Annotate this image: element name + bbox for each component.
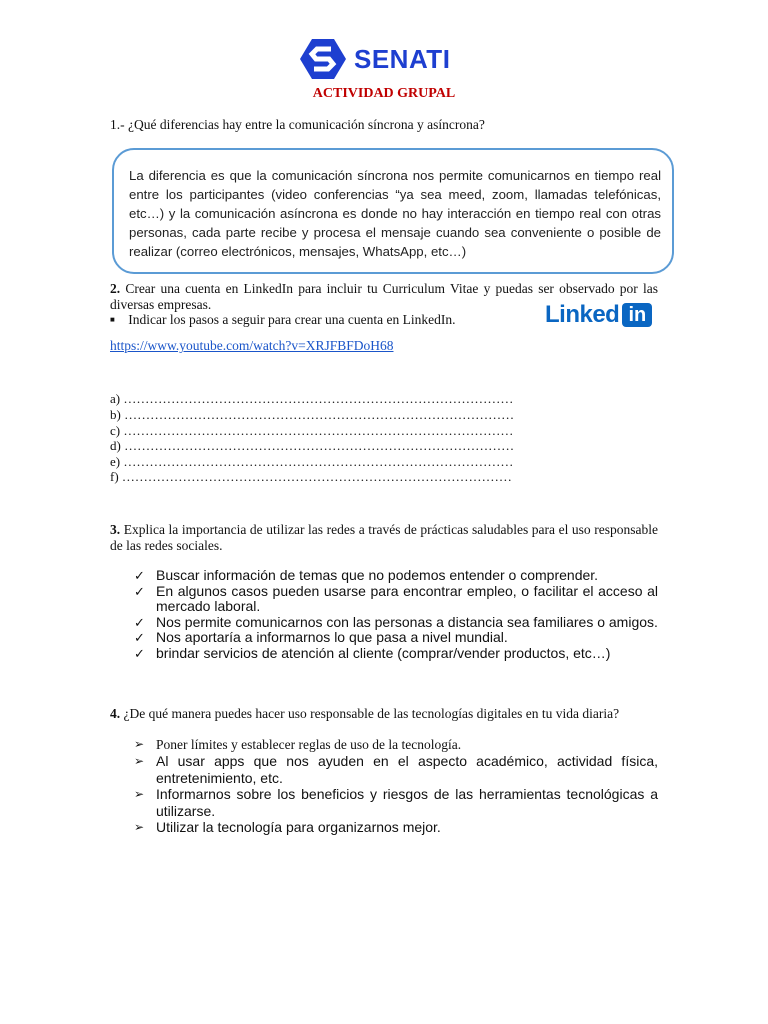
question-3 [110,522,658,554]
list-item: ✓ Buscar información de temas que no podemos entender o comprender. [134,567,599,583]
list-item: ➢ Al usar apps que nos ayuden en el aspecto académico, actividad física, entretenimiento, etc. [134,753,658,786]
question-1: 1.- ¿Qué diferencias hay entre la comunicación síncrona y asíncrona? [110,117,485,132]
linkedin-in-icon: in [622,303,652,327]
q2-bullet [110,312,530,330]
arrow-bullet-icon: ➢ [134,737,145,751]
question-3-text: Explica la importancia de utilizar las redes a través de prácticas saludables para el uso responsable de las redes sociales. [110,522,658,553]
q3-answer-list [134,568,658,661]
answer-line-f: f) ……………………………………………………………………………… [110,469,512,484]
question-2-text: Crear una cuenta en LinkedIn para incluir tu Curriculum Vitae y puedas ser observado por las diversas empresas. [110,281,658,312]
square-bullet-icon: ■ [110,315,115,324]
question-2-number: 2. [110,281,121,296]
list-item: ✓ En algunos casos pueden usarse para encontrar empleo, o facilitar el acceso al mercado laboral. [134,582,658,614]
answer-line-a: a) ……………………………………………………………………………… [110,391,514,406]
list-item: ➢ Utilizar la tecnología para organizarnos mejor. [134,819,441,835]
question-4 [110,706,670,722]
question-4-number: 4. [110,706,121,721]
q2-bullet-text: Indicar los pasos a seguir para crear una cuenta en LinkedIn. [128,312,456,327]
answer-line-b: b) ……………………………………………………………………………… [110,407,515,422]
checkmark-icon: ✓ [134,614,145,630]
q4-answer-list [134,736,658,836]
checkmark-icon: ✓ [134,645,145,661]
youtube-link[interactable]: https://www.youtube.com/watch?v=XRJFBFDoH68 [110,338,394,353]
list-item: ➢ Poner límites y establecer reglas de uso de la tecnología. [134,737,462,752]
list-item: ✓ Nos permite comunicarnos con las personas a distancia sea familiares o amigos. [134,613,658,630]
page-title: ACTIVIDAD GRUPAL [312,86,456,101]
answer-line-d: d) ……………………………………………………………………………… [110,438,515,453]
arrow-bullet-icon: ➢ [134,820,145,834]
question-4-text: ¿De qué manera puedes hacer uso responsable de las tecnologías digitales en tu vida diaria? [120,706,620,721]
list-item: ✓ brindar servicios de atención al cliente (comprar/vender productos, etc…) [134,644,611,661]
checkmark-icon: ✓ [134,568,145,583]
checkmark-icon: ✓ [134,630,145,645]
senati-logo [300,38,460,80]
logo-text: SENATI [354,43,451,74]
question-3-number: 3. [110,522,121,537]
arrow-bullet-icon: ➢ [134,787,145,801]
list-item: ➢ Informarnos sobre los beneficios y riesgos de las herramientas tecnológicas a utilizarse. [134,786,658,819]
answer-text: La diferencia es que la comunicación síncrona nos permite comunicarnos en tiempo real entre los participantes (video conferencias “ya sea meed, zoom, llamadas telefónicas, etc…) y la comunicación asíncrona es donde no hay interacción en tiempo real con otras personas, cada parte recibe y procesa el mensaje cuando sea conveniente o posible de realizar (correo electrónicos, mensajes, WhatsApp, etc…) [129,168,661,259]
linkedin-logo-text: Linked [545,301,620,328]
list-item: ✓ Nos aportaría a informarnos lo que pasa a nivel mundial. [134,629,508,645]
senati-logo-icon [300,39,346,79]
checkmark-icon: ✓ [134,583,145,599]
arrow-bullet-icon: ➢ [134,754,145,768]
answer-line-e: e) ……………………………………………………………………………… [110,454,514,469]
answer-line-c: c) ……………………………………………………………………………… [110,423,514,438]
linkedin-logo [545,300,652,330]
